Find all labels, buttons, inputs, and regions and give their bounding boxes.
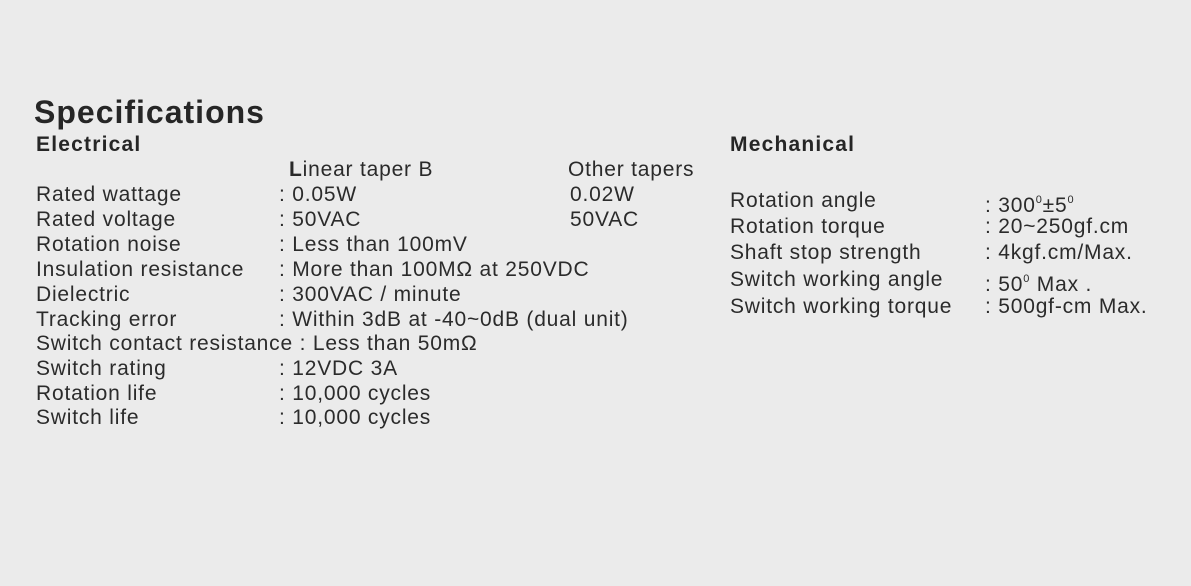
mechanical-heading: Mechanical: [730, 133, 856, 156]
spec-value-other: 0.02W: [570, 183, 635, 206]
spec-row-rated-voltage: [36, 207, 176, 232]
spec-row-switch-contact-resistance: [36, 331, 478, 356]
spec-value-other: 50VAC: [570, 208, 639, 231]
spec-row-rated-wattage: [36, 182, 182, 207]
other-tapers-column-header: Other tapers: [568, 158, 695, 181]
spec-label: Switch rating: [36, 357, 167, 380]
spec-value-tail: Max .: [1030, 273, 1093, 296]
spec-label: Rotation noise: [36, 233, 182, 256]
spec-value: : 500gf-cm Max.: [985, 295, 1148, 318]
spec-label: Insulation resistance: [36, 258, 245, 281]
spec-value: : More than 100MΩ at 250VDC: [279, 258, 590, 281]
spec-label: Rotation torque: [730, 215, 886, 238]
degree-mark: 0: [1023, 273, 1031, 285]
spec-label: Tracking error: [36, 308, 178, 331]
spec-label: Rotation angle: [730, 189, 877, 212]
spec-row-dielectric: [36, 282, 130, 307]
degree-mark: 0: [1067, 194, 1075, 206]
spec-value: [985, 267, 1092, 297]
spec-row-switch-working-torque: [730, 294, 952, 319]
spec-value-main: : 300: [985, 194, 1036, 217]
linear-taper-column-header: [289, 158, 433, 182]
degree-mark: 0: [1035, 194, 1043, 206]
spec-label: Switch life: [36, 406, 140, 429]
spec-value-main: : 50: [985, 273, 1024, 296]
spec-row-switch-rating: [36, 356, 167, 381]
spec-row-rotation-angle: [730, 188, 877, 213]
spec-row-rotation-noise: [36, 232, 181, 257]
spec-value: : 10,000 cycles: [279, 406, 432, 429]
electrical-heading: Electrical: [36, 133, 142, 156]
spec-label: Rated wattage: [36, 183, 182, 206]
spec-value: : 50VAC: [279, 208, 362, 231]
spec-value: : Within 3dB at -40~0dB (dual unit): [279, 308, 629, 331]
spec-label: Rated voltage: [36, 208, 176, 231]
spec-row-switch-life: [36, 405, 139, 430]
page-title: Specifications: [34, 94, 265, 130]
spec-label: Switch working angle: [730, 268, 944, 291]
spec-label: Dielectric: [36, 283, 131, 306]
spec-value: : 4kgf.cm/Max.: [985, 241, 1133, 264]
spec-value: : Less than 100mV: [279, 233, 468, 256]
spec-label: Switch contact resistance : Less than 50mΩ: [36, 332, 478, 355]
spec-label: Shaft stop strength: [730, 241, 922, 264]
spec-value: : 300VAC / minute: [279, 283, 462, 306]
linear-taper-label: Linear taper B: [289, 158, 434, 181]
spec-value: : 12VDC 3A: [279, 357, 398, 380]
spec-value-tail: ±5: [1042, 194, 1068, 217]
spec-value: : 10,000 cycles: [279, 382, 432, 405]
linear-taper-initial: L: [289, 158, 303, 181]
spec-value: : 20~250gf.cm: [985, 215, 1130, 238]
spec-row-switch-working-angle: [730, 267, 943, 292]
spec-row-rotation-life: [36, 381, 157, 406]
spec-row-shaft-stop-strength: [730, 240, 921, 265]
spec-row-rotation-torque: [730, 214, 886, 239]
spec-label: Switch working torque: [730, 295, 953, 318]
spec-row-tracking-error: [36, 307, 177, 332]
spec-row-insulation-resistance: [36, 257, 244, 282]
spec-label: Rotation life: [36, 382, 158, 405]
spec-value: : 0.05W: [279, 183, 357, 206]
